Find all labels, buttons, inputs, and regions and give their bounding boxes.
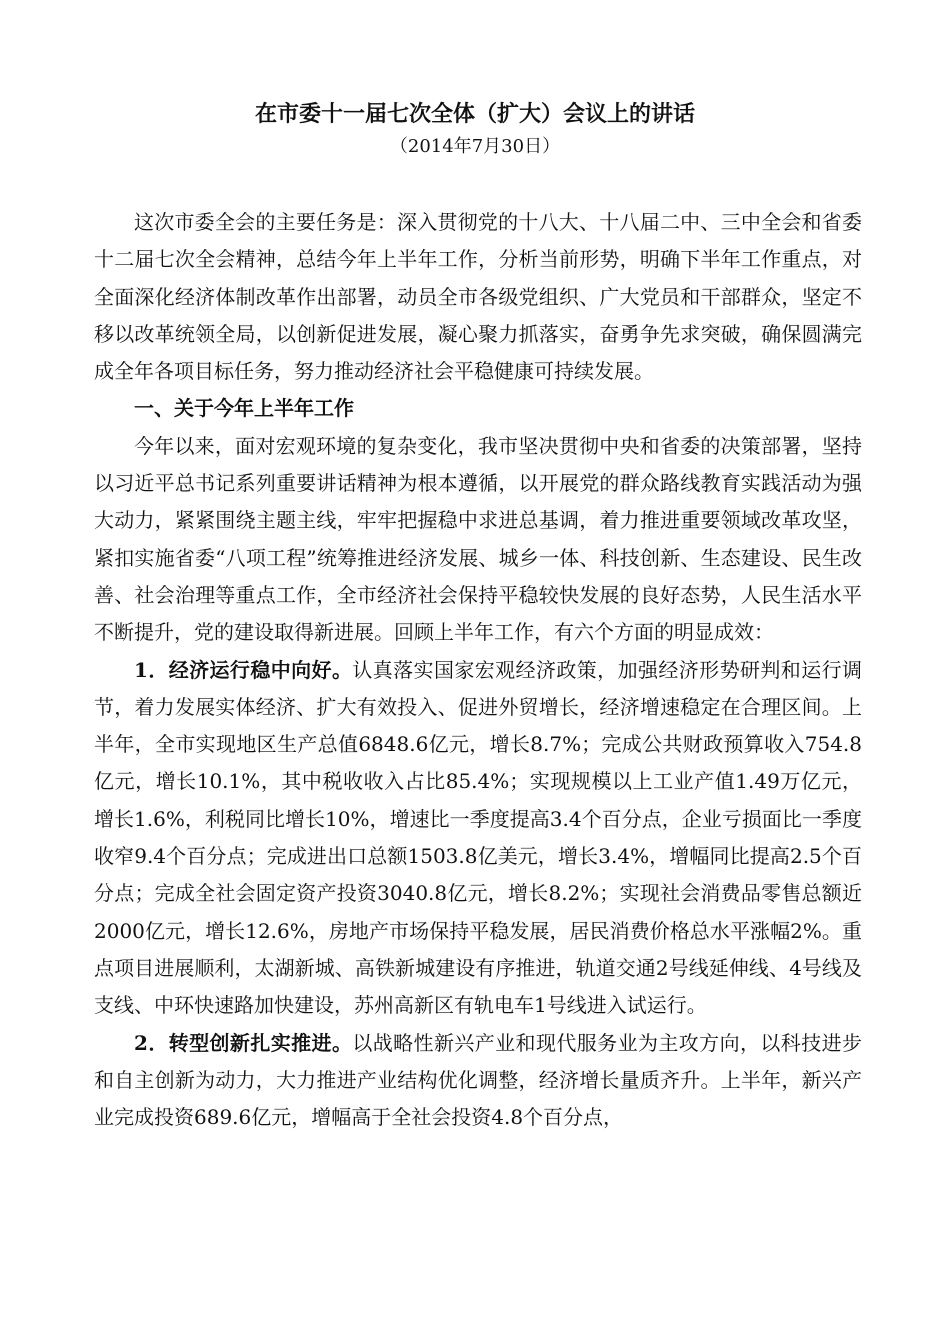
section-heading: 一、关于今年上半年工作 [134, 396, 354, 421]
point-2-text: 以战略性新兴产业和现代服务业为主攻方向，以科技进步和自主创新为动力，大力推进产业结构优化调整，经济增长量质齐升。上半年，新兴产业完成投资689.6亿元，增幅高于全社会投资4.8个百分点， [94, 1030, 862, 1130]
point-1-text: 认真落实国家宏观经济政策，加强经济形势研判和运行调节，着力发展实体经济、扩大有效投入、促进外贸增长，经济增速稳定在合理区间。上半年，全市实现地区生产总值6848.6亿元，增长8.7%；完成公共财政预算收入754.8亿元，增长10.1%，其中税收收入占比85.4%；实现规模以上工业产值1.49万亿元，增长1.6%，利税同比增长10%，增速比一季度提高3.4个百分点，企业亏损面比一季度收窄9.4个百分点；完成进出口总额1503.8亿美元，增长3.4%，增幅同比提高2.5个百分点；完成全社会固定资产投资3040.8亿元，增长8.2%；实现社会消费品零售总额近2000亿元，增长12.6%，房地产市场保持平稳发展，居民消费价格总水平涨幅2%。重点项目进展顺利，太湖新城、高铁新城建设有序推进，轨道交通2号线延伸线、4号线及支线、中环快速路加快建设，苏州高新区有轨电车1号线进入试运行。 [94, 657, 862, 1018]
document-body [94, 204, 862, 1136]
intro-paragraph: 这次市委全会的主要任务是：深入贯彻党的十八大、十八届二中、三中全会和省委十二届七次全会精神，总结今年上半年工作，分析当前形势，明确下半年工作重点，对全面深化经济体制改革作出部署，动员全市各级党组织、广大党员和干部群众，坚定不移以改革统领全局，以创新促进发展，凝心聚力抓落实，奋勇争先求突破，确保圆满完成全年各项目标任务，努力推动经济社会平稳健康可持续发展。 [94, 210, 862, 384]
document-title: 在市委十一届七次全体（扩大）会议上的讲话 [254, 101, 695, 127]
section-intro-paragraph: 今年以来，面对宏观环境的复杂变化，我市坚决贯彻中央和省委的决策部署，坚持以习近平总书记系列重要讲话精神为根本遵循，以开展党的群众路线教育实践活动为强大动力，紧紧围绕主题主线，牢牢把握稳中求进总基调，着力推进重要领域改革攻坚，紧扣实施省委“八项工程”统筹推进经济发展、城乡一体、科技创新、生态建设、民生改善、社会治理等重点工作，全市经济社会保持平稳较快发展的良好态势，人民生活水平不断提升，党的建设取得新进展。回顾上半年工作，有六个方面的明显成效： [94, 433, 862, 645]
point-2-paragraph [94, 1025, 862, 1137]
document-date: （2014年7月30日） [389, 136, 561, 157]
point-1-lead: 1．经济运行稳中向好。 [134, 657, 353, 682]
point-2-lead: 2．转型创新扎实推进。 [134, 1030, 353, 1055]
point-1-paragraph [94, 652, 862, 1025]
